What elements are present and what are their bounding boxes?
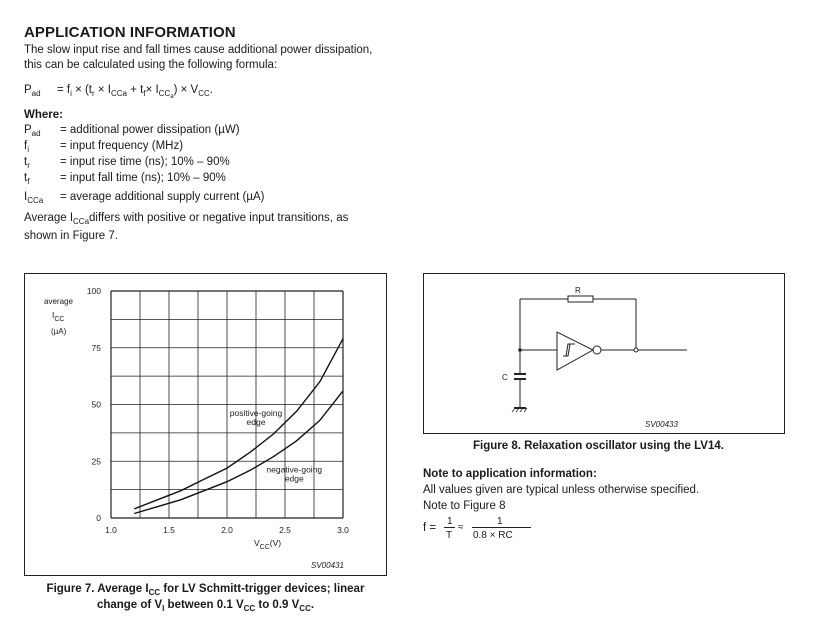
series-label: positive-going bbox=[229, 407, 283, 418]
intro-line-1: The slow input rise and fall times cause additional power dissipation, bbox=[24, 44, 373, 56]
intro-line-2: this can be calculated using the following formula: bbox=[24, 59, 278, 71]
x-axis-label-v: V bbox=[254, 538, 260, 548]
y-tick-label: 25 bbox=[91, 456, 101, 467]
caption-7-sub2: I bbox=[162, 604, 165, 613]
junction-input bbox=[518, 348, 522, 352]
x-tick-label: 2.0 bbox=[221, 525, 233, 535]
note-num-2: 1 bbox=[497, 516, 503, 527]
caption-7-sub4: CC bbox=[299, 604, 311, 613]
definition-text: = input rise time (ns); 10% – 90% bbox=[60, 156, 230, 168]
definition-symbol-main: P bbox=[24, 124, 32, 136]
caption-7-e: to 0.9 V bbox=[255, 599, 300, 611]
average-note-a: Average I bbox=[24, 212, 74, 224]
caption-7-sub3: CC bbox=[243, 604, 256, 613]
note-approx: ≈ bbox=[458, 522, 464, 533]
average-note-line-2: shown in Figure 7. bbox=[24, 230, 118, 242]
note-den-1: T bbox=[446, 530, 453, 541]
resistor-r bbox=[568, 296, 593, 302]
definition-text: = input frequency (MHz) bbox=[60, 140, 184, 152]
definition-symbol bbox=[24, 156, 30, 170]
series-label: edge bbox=[246, 416, 266, 427]
formula-lhs-sub: ad bbox=[31, 89, 41, 98]
y-tick-label: 0 bbox=[96, 513, 101, 523]
series-label: edge bbox=[284, 473, 304, 484]
caption-7-sub: CC bbox=[148, 588, 161, 597]
average-note-b: differs with positive or negative input transitions, as bbox=[89, 212, 349, 224]
caption-7-f: . bbox=[310, 599, 315, 611]
x-tick-label: 1.0 bbox=[105, 525, 117, 535]
formula-sub: a bbox=[170, 94, 174, 100]
y-tick-label: 75 bbox=[91, 342, 101, 353]
series-label: negative-going bbox=[266, 464, 323, 475]
caption-7-c: change of V bbox=[96, 599, 163, 611]
formula-sub: CC bbox=[158, 89, 171, 98]
figure-7-caption-1 bbox=[24, 583, 387, 597]
formula-sub: f bbox=[143, 89, 146, 98]
x-axis-label-unit: (V) bbox=[269, 538, 282, 548]
power-formula bbox=[24, 83, 213, 105]
where-label: Where: bbox=[24, 109, 63, 121]
definition-symbol bbox=[24, 140, 29, 154]
caption-7-d: between 0.1 V bbox=[164, 599, 244, 611]
note-f: f = bbox=[423, 522, 437, 534]
figure-7-caption-2 bbox=[24, 599, 387, 613]
formula-sub: i bbox=[70, 89, 72, 98]
figure-8-circuit bbox=[423, 273, 785, 435]
formula-lhs: P bbox=[24, 84, 32, 96]
definition-symbol-main: t bbox=[24, 156, 28, 168]
definition-symbol bbox=[24, 172, 29, 186]
note-line-2: Note to Figure 8 bbox=[423, 500, 506, 512]
y-axis-label-2 bbox=[52, 310, 65, 323]
positive-going-edge-curve bbox=[134, 339, 343, 509]
definition-symbol-main: I bbox=[24, 191, 28, 203]
y-axis-label-1: average bbox=[44, 297, 73, 306]
definition-symbol-main: f bbox=[24, 140, 28, 152]
x-axis-label-sub: CC bbox=[259, 544, 270, 551]
definition-text: = input fall time (ns); 10% – 90% bbox=[60, 172, 226, 184]
note-den-2: 0.8 × RC bbox=[473, 530, 513, 541]
definition-symbol-sub: f bbox=[27, 177, 30, 186]
y-tick-label: 50 bbox=[91, 399, 101, 410]
formula-part: . bbox=[209, 84, 213, 96]
y-tick-label: 100 bbox=[86, 286, 101, 296]
definition-symbol bbox=[24, 191, 43, 205]
capacitor-label: C bbox=[502, 373, 508, 382]
x-axis-label bbox=[254, 538, 281, 551]
caption-7-b: for LV Schmitt-trigger devices; linear bbox=[160, 583, 365, 595]
definition-text: = average additional supply current (µA) bbox=[60, 191, 265, 203]
y-axis-label-3: (µA) bbox=[51, 327, 67, 336]
definition-symbol-sub: CCa bbox=[27, 196, 44, 205]
note-num-1: 1 bbox=[447, 516, 453, 527]
average-note-sub: CCa bbox=[73, 217, 90, 226]
formula-part: × (t bbox=[71, 84, 93, 96]
definition-symbol-sub: ad bbox=[31, 129, 41, 138]
figure-8-caption: Figure 8. Relaxation oscillator using the LV14. bbox=[473, 440, 724, 452]
figure-7-code: SV00431 bbox=[311, 561, 344, 570]
caption-7-a: Figure 7. Average I bbox=[46, 583, 149, 595]
formula-part: + t bbox=[127, 84, 144, 96]
note-line-1: All values given are typical unless otherwise specified. bbox=[423, 484, 700, 496]
average-note bbox=[24, 211, 348, 229]
y-axis-label-i: I bbox=[52, 310, 55, 320]
formula-part: ) × V bbox=[173, 84, 199, 96]
page-title: APPLICATION INFORMATION bbox=[24, 24, 236, 41]
x-tick-label: 2.5 bbox=[279, 525, 291, 535]
formula-part: × I bbox=[145, 84, 159, 96]
x-tick-label: 3.0 bbox=[337, 525, 349, 535]
y-axis-label-sub: CC bbox=[54, 316, 65, 323]
schmitt-inverter bbox=[557, 332, 593, 370]
definition-symbol-main: t bbox=[24, 172, 28, 184]
formula-part: × I bbox=[94, 84, 111, 96]
inverter-bubble bbox=[593, 346, 601, 354]
icc-vs-vcc-chart bbox=[24, 273, 387, 576]
definition-text: = additional power dissipation (µW) bbox=[60, 124, 240, 136]
x-tick-label: 1.5 bbox=[163, 525, 175, 535]
definition-symbol-sub: i bbox=[27, 145, 29, 154]
formula-sub: r bbox=[92, 89, 95, 98]
definition-symbol bbox=[24, 124, 41, 138]
figure-8-code: SV00433 bbox=[645, 420, 678, 429]
resistor-label: R bbox=[575, 286, 581, 295]
note-heading: Note to application information: bbox=[423, 468, 597, 480]
formula-sub: CC bbox=[198, 89, 210, 98]
formula-sub: CCa bbox=[111, 89, 128, 98]
definition-symbol-sub: r bbox=[27, 161, 30, 170]
junction-output bbox=[634, 348, 638, 352]
formula-part: = f bbox=[56, 84, 71, 96]
